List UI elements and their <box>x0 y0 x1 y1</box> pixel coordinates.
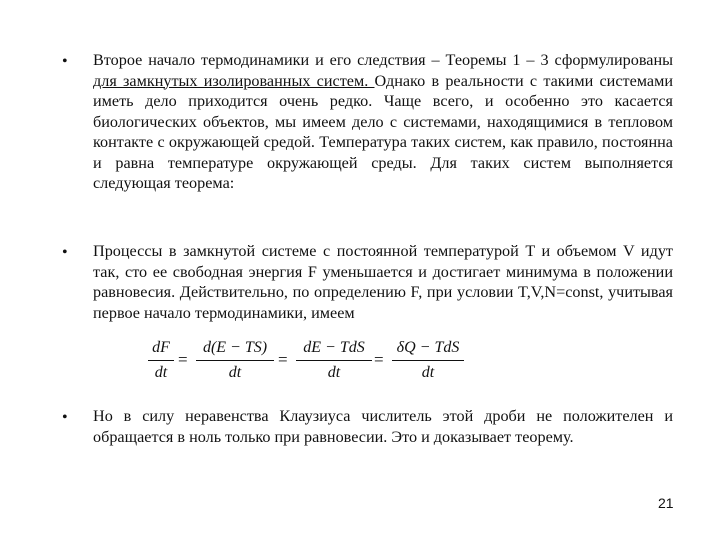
paragraph-clausius: Но в силу неравенства Клаузиуса числитель этой дроби не положителен и обращается в ноль только при равновесии. Это и доказывает теорему. <box>93 407 673 446</box>
paragraph-text: Однако в реальности с такими системами иметь дело приходится очень редко. Чаще всего, и особенно это касается биологических объектов, мы имеем дело с системами, находящимися в тепловом контакте с окружающей средой. Температура таких систем, как правило, постоянна и равна температуре окружающей среды. Для таких систем выполняется следующая теорема: <box>93 71 673 192</box>
equals-sign: = <box>178 350 188 369</box>
page-number: 21 <box>658 495 674 511</box>
underlined-phrase: для замкнутых изолированных систем. <box>93 71 375 90</box>
fraction-bar <box>148 360 174 361</box>
fraction <box>296 338 372 383</box>
numerator: d(E − TS) <box>202 339 268 356</box>
paragraph-text: Второе начало термодинамики и его следствия – Теоремы 1 – 3 сформулированы <box>93 51 673 69</box>
fraction-bar <box>196 360 274 361</box>
bullet-marker: • <box>62 53 68 70</box>
denominator: dt <box>327 364 341 381</box>
paragraph-second-law <box>93 50 673 194</box>
equals-sign: = <box>374 350 384 369</box>
denominator: dt <box>228 364 242 381</box>
fraction-bar <box>392 360 464 361</box>
denominator: dt <box>154 364 168 381</box>
fraction-bar <box>296 360 372 361</box>
numerator: dF <box>152 339 170 356</box>
fraction <box>196 338 274 383</box>
free-energy-formula <box>148 338 478 386</box>
denominator: dt <box>421 364 435 381</box>
fraction <box>148 338 174 383</box>
bullet-marker: • <box>62 409 68 426</box>
equals-sign: = <box>278 350 288 369</box>
fraction <box>392 338 464 383</box>
paragraph-free-energy-theorem: Процессы в замкнутой системе с постоянной температурой T и объемом V идут так, сто ее свободная энергия F уменьшается и достигает минимума в положении равновесия. Действительно, по определению F, при условии T,V,N=const, учитывая первое начало термодинамики, имеем <box>93 242 673 322</box>
numerator: δQ − TdS <box>396 339 460 356</box>
bullet-marker: • <box>62 244 68 261</box>
numerator: dE − TdS <box>303 339 365 356</box>
